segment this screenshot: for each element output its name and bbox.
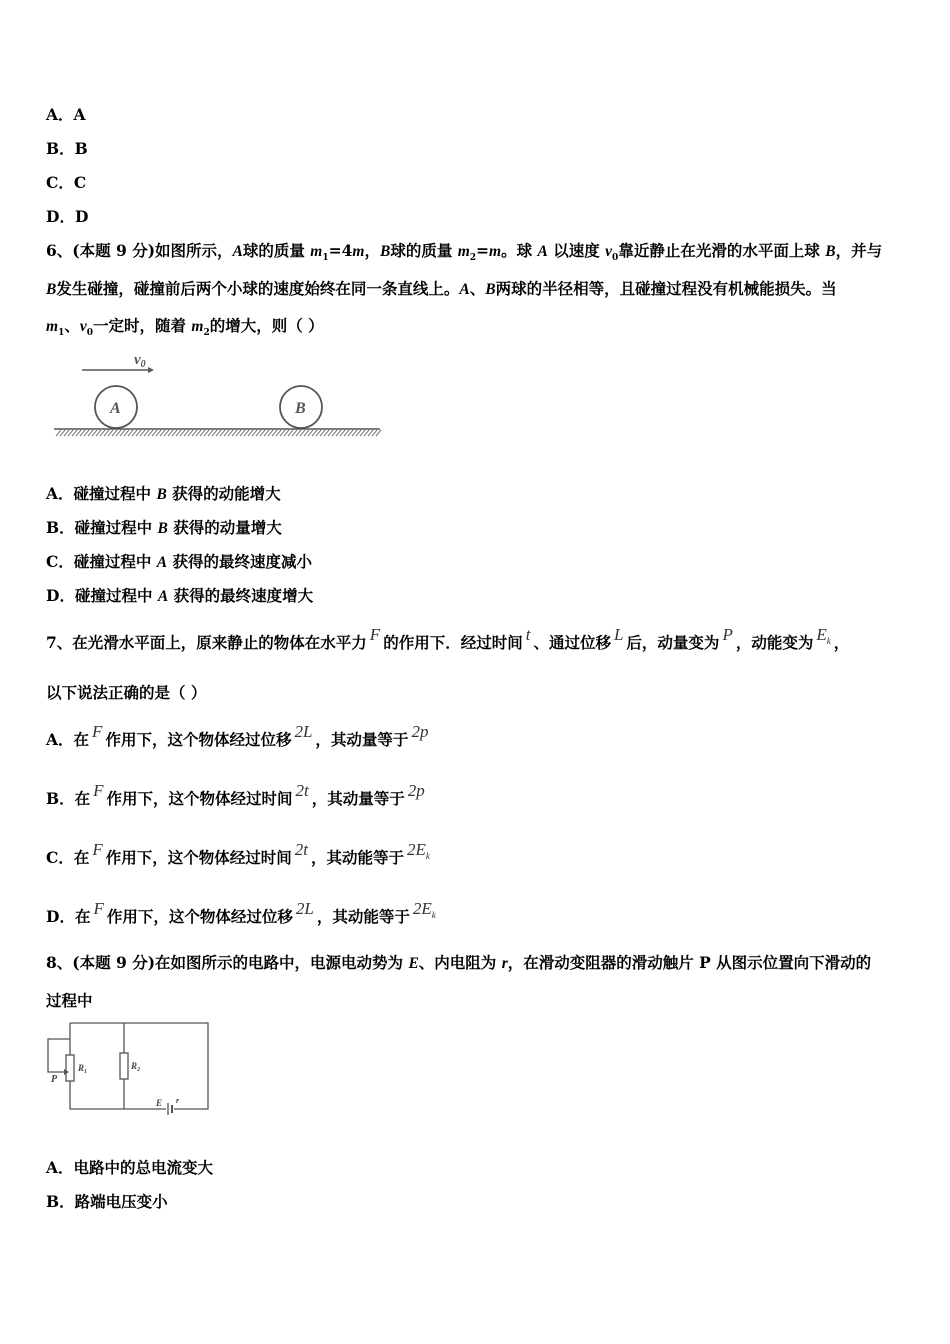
q8-stem-line1: 8、(本题 9 分)在如图所示的电路中，电源电动势为 E、内电阻为 r，在滑动变阻器的滑动触片 P 从图示位置向下滑动的: [46, 953, 872, 972]
circuit-figure: [42, 1015, 214, 1115]
resistor-r2: [120, 1053, 128, 1079]
option-key: D．: [46, 207, 75, 226]
q7-option-c: C．在 F 作用下，这个物体经过时间 2t ，其动能等于 $2E_k$: [46, 840, 430, 867]
q8-stem-line2: 过程中: [46, 991, 93, 1010]
q7-option-b: B．在 F 作用下，这个物体经过时间 2t ，其动量等于 2p: [46, 781, 425, 808]
option-text: B: [74, 139, 88, 158]
q7-option-d: D．在 F 作用下，这个物体经过位移 2L ，其动能等于 $2E_k$: [46, 899, 436, 926]
r1-label: $R_1$: [78, 1063, 88, 1075]
q6-option-d: D．碰撞过程中 A 获得的最终速度增大: [46, 586, 314, 605]
resistor-r1: [66, 1055, 74, 1081]
circuit-wire-left: [70, 1023, 166, 1109]
q8-option-b: B．路端电压变小: [46, 1192, 168, 1211]
v0-label: $v_0$: [134, 352, 146, 370]
q6-option-a: A．碰撞过程中 B 获得的动能增大: [46, 484, 281, 503]
q8-option-a: A．电路中的总电流变大: [46, 1158, 214, 1177]
q6-option-b: B．碰撞过程中 B 获得的动量增大: [46, 518, 282, 537]
ball-a-label: A: [110, 400, 121, 417]
option-key: C．: [46, 173, 74, 192]
option-text: D: [74, 207, 89, 226]
option-text: C: [73, 173, 87, 192]
option-key: A．: [46, 105, 74, 124]
q6-stem-line1: 6、(本题 9 分)如图所示，A球的质量 $m_1=4m$，B球的质量 $m_2=m$。球 A 以速度 $v_0$靠近静止在光滑的水平面上球 B，并与: [46, 241, 883, 264]
slider-label: P: [51, 1074, 58, 1085]
q5-option-b: [46, 137, 88, 159]
q6-stem-line3: $m_1$、$v_0$一定时，随着 $m_2$的增大，则（ ）: [46, 316, 324, 339]
velocity-arrow-head: [148, 367, 154, 373]
option-key: B．: [46, 139, 75, 158]
ground-hatch: [56, 430, 381, 436]
q7-option-a: A．在 F 作用下，这个物体经过位移 2L ，其动量等于 2p: [46, 722, 429, 749]
emf-label: E: [156, 1098, 163, 1108]
circuit-wire-outer: [70, 1023, 208, 1109]
ball-b-label: B: [295, 400, 306, 417]
q5-option-a: [46, 103, 86, 125]
collision-figure: [50, 348, 385, 443]
q6-option-c: C．碰撞过程中 A 获得的最终速度减小: [46, 552, 312, 571]
q5-option-d: [46, 205, 88, 227]
q6-stem-line2: B发生碰撞，碰撞前后两个小球的速度始终在同一条直线上。A、B两球的半径相等，且碰撞过程没有机械能损失。当: [46, 279, 837, 298]
q7-stem-line1: 7、在光滑水平面上，原来静止的物体在水平力 F 的作用下．经过时间 t 、通过位移 L 后，动量变为 P ，动能变为 $E_k$ ，: [46, 625, 850, 652]
option-text: A: [73, 105, 86, 124]
r2-label: $R_2$: [131, 1061, 141, 1073]
internal-resistance-label: r: [176, 1096, 180, 1105]
q7-stem-line2: 以下说法正确的是（ ）: [46, 683, 207, 702]
q5-option-c: [46, 171, 86, 193]
